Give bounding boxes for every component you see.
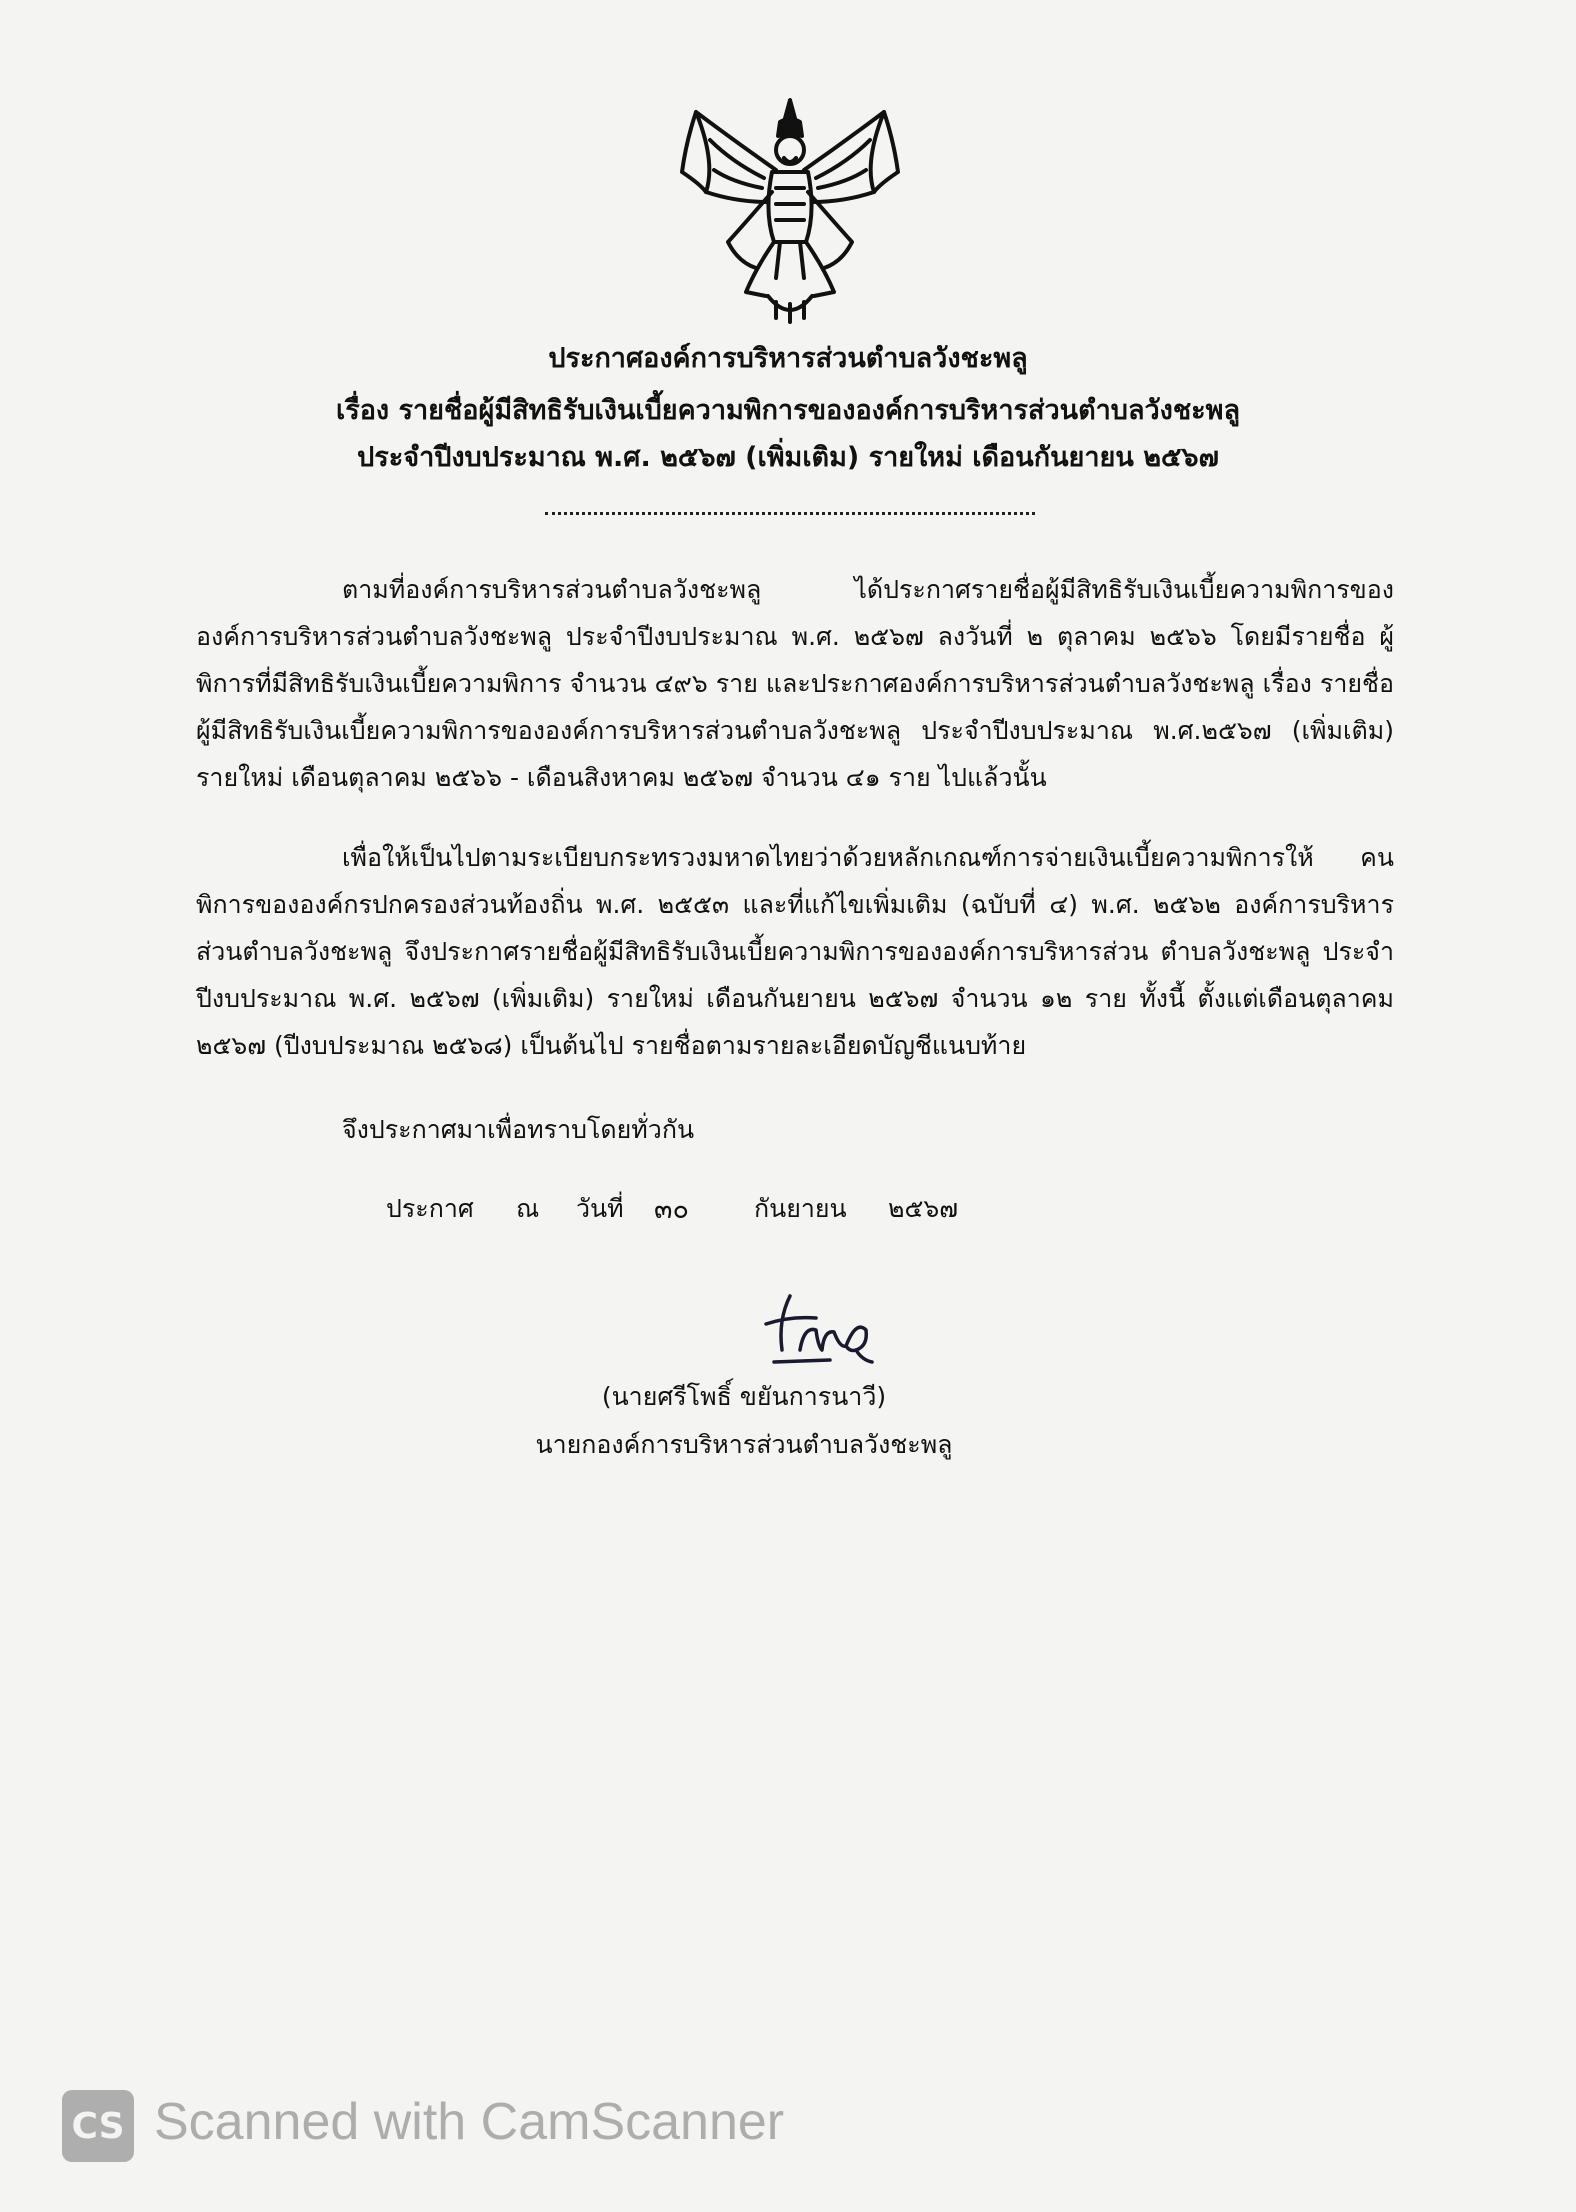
- announcement-title: ประกาศองค์การบริหารส่วนตำบลวังชะพลู: [548, 343, 1028, 374]
- date-at: ณ: [516, 1194, 540, 1223]
- garuda-emblem-icon: [676, 92, 904, 324]
- closing-sentence: จึงประกาศมาเพื่อทราบโดยทั่วกัน: [342, 1115, 695, 1144]
- date-label: ประกาศ: [386, 1194, 474, 1223]
- handwritten-signature-icon: [760, 1290, 880, 1366]
- date-year: ๒๕๖๗: [888, 1194, 959, 1223]
- signatory-name: (นายศรีโพธิ์ ขยันการนาวี): [601, 1382, 887, 1411]
- date-month: กันยายน: [754, 1194, 847, 1223]
- body-paragraph-2: เพื่อให้เป็นไปตามระเบียบกระทรวงมหาดไทยว่าด้วยหลักเกณฑ์การจ่ายเงินเบี้ยความพิการให้ คนพิการขององค์กรปกครองส่วนท้องถิ่น พ.ศ. ๒๕๕๓ และที่แก้ไขเพิ่มเติม (ฉบับที่ ๔) พ.ศ. ๒๕๖๒ องค์การบริหารส่วนตำบลวังชะพลู จึงประกาศรายชื่อผู้มีสิทธิรับเงินเบี้ยความพิการขององค์การบริหารส่วน ตำบลวังชะพลู ประจำปีงบประมาณ พ.ศ. ๒๕๖๗ (เพิ่มเติม) รายใหม่ เดือนกันยายน ๒๕๖๗ จำนวน ๑๒ ราย ทั้งนี้ ตั้งแต่เดือนตุลาคม ๒๕๖๗ (ปีงบประมาณ ๒๕๖๘) เป็นต้นไป รายชื่อตามรายละเอียดบัญชีแนบท้าย: [196, 843, 1394, 1060]
- announcement-period: ประจำปีงบประมาณ พ.ศ. ๒๕๖๗ (เพิ่มเติม) รายใหม่ เดือนกันยายน ๒๕๖๗: [357, 442, 1219, 473]
- date-day-label: วันที่: [576, 1194, 624, 1223]
- camscanner-logo: CS: [62, 2090, 134, 2162]
- announcement-subject: เรื่อง รายชื่อผู้มีสิทธิรับเงินเบี้ยความพิการขององค์การบริหารส่วนตำบลวังชะพลู: [335, 395, 1241, 426]
- camscanner-watermark: Scanned with CamScanner: [154, 2093, 785, 2151]
- signatory-title: นายกองค์การบริหารส่วนตำบลวังชะพลู: [535, 1430, 953, 1459]
- dotted-separator: [545, 512, 1035, 515]
- body-paragraph-1: ตามที่องค์การบริหารส่วนตำบลวังชะพลู ได้ประกาศรายชื่อผู้มีสิทธิรับเงินเบี้ยความพิการของ องค์การบริหารส่วนตำบลวังชะพลู ประจำปีงบประมาณ พ.ศ. ๒๕๖๗ ลงวันที่ ๒ ตุลาคม ๒๕๖๖ โดยมีรายชื่อ ผู้พิการที่มีสิทธิรับเงินเบี้ยความพิการ จำนวน ๔๙๖ ราย และประกาศองค์การบริหารส่วนตำบลวังชะพลู เรื่อง รายชื่อผู้มีสิทธิรับเงินเบี้ยความพิการขององค์การบริหารส่วนตำบลวังชะพลู ประจำปีงบประมาณ พ.ศ.๒๕๖๗ (เพิ่มเติม) รายใหม่ เดือนตุลาคม ๒๕๖๖ - เดือนสิงหาคม ๒๕๖๗ จำนวน ๔๑ ราย ไปแล้วนั้น: [196, 575, 1394, 792]
- date-day: ๓๐: [654, 1194, 689, 1225]
